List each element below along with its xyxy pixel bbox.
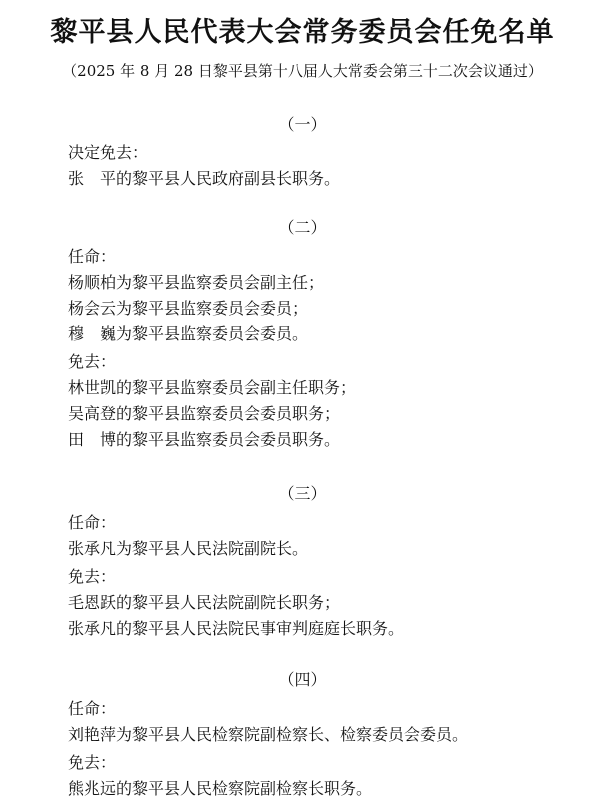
section-2-remove-line: 田 博的黎平县监察委员会委员职务。 [68, 430, 341, 449]
section-number-3: （三） [278, 484, 327, 503]
section-4-appoint-heading: 任命： [68, 699, 117, 718]
section-2-appoint-line: 穆 巍为黎平县监察委员会委员。 [68, 324, 309, 343]
document-title: 黎平县人民代表大会常务委员会任免名单 [50, 17, 555, 48]
section-number-4: （四） [278, 670, 327, 689]
section-1-heading: 决定免去： [68, 143, 149, 162]
section-2-remove-heading: 免去： [68, 352, 117, 371]
section-3-appoint-line: 张承凡为黎平县人民法院副院长。 [68, 539, 309, 558]
section-2-remove-line: 吴高登的黎平县监察委员会委员职务； [68, 404, 341, 423]
section-2-appoint-line: 杨顺柏为黎平县监察委员会副主任； [68, 273, 325, 292]
section-4-remove-line: 熊兆远的黎平县人民检察院副检察长职务。 [68, 779, 373, 798]
section-4-remove-heading: 免去： [68, 753, 117, 772]
document-subtitle: （2025 年 8 月 28 日黎平县第十八届人大常委会第三十二次会议通过） [62, 62, 543, 80]
section-2-remove-line: 林世凯的黎平县监察委员会副主任职务； [68, 378, 357, 397]
section-3-remove-line: 张承凡的黎平县人民法院民事审判庭庭长职务。 [68, 619, 405, 638]
section-3-remove-heading: 免去： [68, 567, 117, 586]
section-4-appoint-line: 刘艳萍为黎平县人民检察院副检察长、检察委员会委员。 [68, 725, 469, 744]
section-number-2: （二） [278, 218, 327, 237]
section-1-line: 张 平的黎平县人民政府副县长职务。 [68, 169, 341, 188]
section-2-appoint-heading: 任命： [68, 247, 117, 266]
section-3-remove-line: 毛恩跃的黎平县人民法院副院长职务； [68, 593, 341, 612]
section-2-appoint-line: 杨会云为黎平县监察委员会委员； [68, 299, 309, 318]
section-number-1: （一） [278, 115, 327, 134]
section-3-appoint-heading: 任命： [68, 513, 117, 532]
